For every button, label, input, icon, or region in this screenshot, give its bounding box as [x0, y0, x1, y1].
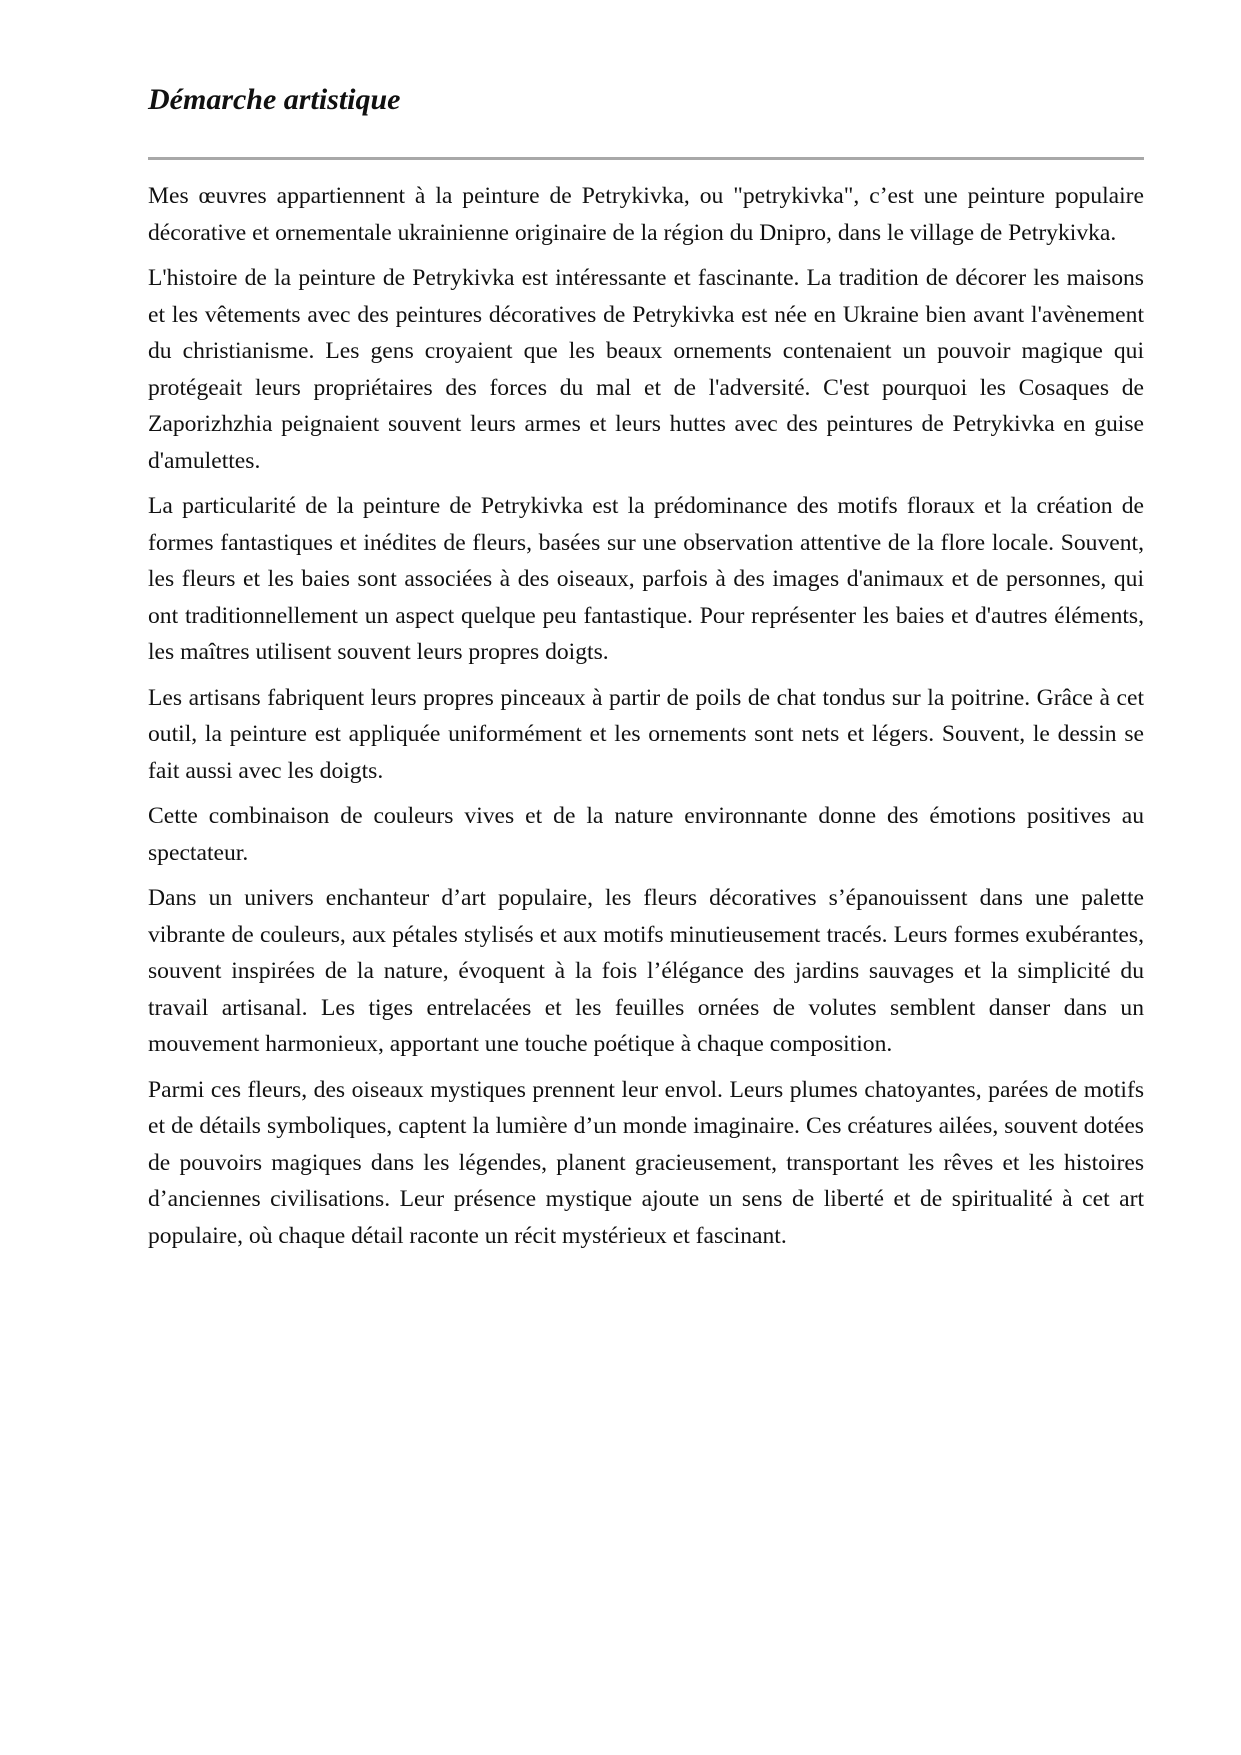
paragraph-7: Parmi ces fleurs, des oiseaux mystiques prennent leur envol. Leurs plumes chatoyantes, parées de motifs et de détails symboliques, captent la lumière d’un monde imaginaire. Ces créatures ailées, souvent dotées de pouvoirs magiques dans les légendes, planent gracieusement, transportant les rêves et les histoires d’anciennes civilisations. Leur présence mystique ajoute un sens de liberté et de spiritualité à cet art populaire, où chaque détail raconte un récit mystérieux et fascinant. [148, 1076, 1144, 1249]
title-divider [148, 157, 1144, 160]
paragraph-1: Mes œuvres appartiennent à la peinture de Petrykivka, ou "petrykivka", c’est une peinture populaire décorative et ornementale ukrainienne originaire de la région du Dnipro, dans le village de Petrykivka. [148, 183, 1144, 246]
paragraph-6: Dans un univers enchanteur d’art populaire, les fleurs décoratives s’épanouissent dans une palette vibrante de couleurs, aux pétales stylisés et aux motifs minutieusement tracés. Leurs formes exubérantes, souvent inspirées de la nature, évoquent à la fois l’élégance des jardins sauvages et la simplicité du travail artisanal. Les tiges entrelacées et les feuilles ornées de volutes semblent danser dans un mouvement harmonieux, apportant une touche poétique à chaque composition. [148, 885, 1144, 1057]
paragraph-2: L'histoire de la peinture de Petrykivka est intéressante et fascinante. La tradition de décorer les maisons et les vêtements avec des peintures décoratives de Petrykivka est née en Ukraine bien avant l'avènement du christianisme. Les gens croyaient que les beaux ornements contenaient un pouvoir magique qui protégeait leurs propriétaires des forces du mal et de l'adversité. C'est pourquoi les Cosaques de Zaporizhzhia peignaient souvent leurs armes et leurs huttes avec des peintures de Petrykivka en guise d'amulettes. [148, 265, 1144, 474]
document-page [148, 82, 1144, 1263]
page-title: Démarche artistique [148, 83, 401, 116]
paragraph-4: Les artisans fabriquent leurs propres pinceaux à partir de poils de chat tondus sur la poitrine. Grâce à cet outil, la peinture est appliquée uniformément et les ornements sont nets et légers. Souvent, le dessin se fait aussi avec les doigts. [148, 684, 1144, 784]
paragraph-3: La particularité de la peinture de Petrykivka est la prédominance des motifs floraux et la création de formes fantastiques et inédites de fleurs, basées sur une observation attentive de la flore locale. Souvent, les fleurs et les baies sont associées à des oiseaux, parfois à des images d'animaux et de personnes, qui ont traditionnellement un aspect quelque peu fantastique. Pour représenter les baies et d'autres éléments, les maîtres utilisent souvent leurs propres doigts. [148, 493, 1144, 665]
paragraph-5: Cette combinaison de couleurs vives et de la nature environnante donne des émotions positives au spectateur. [148, 803, 1144, 866]
